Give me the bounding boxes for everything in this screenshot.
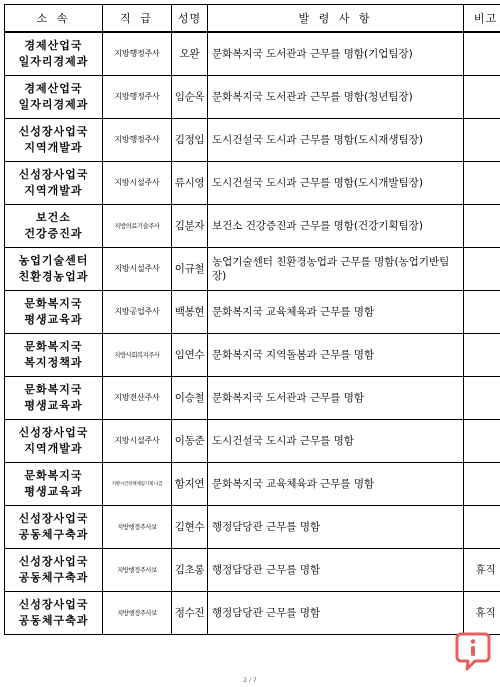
row-dept-bureau: 신성장사업국 xyxy=(18,425,89,439)
row-name: 정수진 xyxy=(172,591,208,634)
row-dept-bureau: 문화복지국 xyxy=(24,339,83,353)
row-grade: 지방사회복지주사 xyxy=(103,333,172,376)
row-note xyxy=(464,247,500,290)
row-dept-bureau: 문화복지국 xyxy=(24,468,83,482)
row-note xyxy=(464,204,500,247)
table-row xyxy=(5,333,500,376)
row-dept xyxy=(5,32,103,75)
table-row xyxy=(5,290,500,333)
row-dept-bureau: 문화복지국 xyxy=(24,382,83,396)
row-dept xyxy=(5,419,103,462)
info-speech-bubble-icon xyxy=(455,631,491,671)
row-grade: 지방전산주사 xyxy=(103,376,172,419)
row-note xyxy=(464,376,500,419)
row-dept xyxy=(5,591,103,634)
row-order: 문화복지국 도서관과 근무를 명함(청년팀장) xyxy=(208,75,464,118)
row-dept-bureau: 경제산업국 xyxy=(24,38,83,52)
row-grade: 지방공업주사 xyxy=(103,290,172,333)
row-note xyxy=(464,161,500,204)
row-name: 류시영 xyxy=(172,161,208,204)
row-name: 오완 xyxy=(172,32,208,75)
header-dept: 소 속 xyxy=(5,5,103,33)
row-dept-division: 건강증진과 xyxy=(24,226,83,240)
personnel-order-page xyxy=(4,4,496,635)
header-name: 성명 xyxy=(172,5,208,33)
header-note: 비고 xyxy=(464,5,500,33)
row-grade: 지방의료기술주사 xyxy=(103,204,172,247)
table-row xyxy=(5,419,500,462)
table-row xyxy=(5,161,500,204)
row-dept xyxy=(5,204,103,247)
row-dept-bureau: 신성장사업국 xyxy=(18,124,89,138)
row-dept xyxy=(5,462,103,505)
table-row xyxy=(5,376,500,419)
row-order: 문화복지국 교육체육과 근무를 명함 xyxy=(208,290,464,333)
row-dept-bureau: 신성장사업국 xyxy=(18,511,89,525)
row-dept-division: 공동체구축과 xyxy=(18,613,89,627)
row-dept-division: 일자리경제과 xyxy=(18,54,89,68)
row-order: 도시건설국 도시과 근무를 명함(도시재생팀장) xyxy=(208,118,464,161)
row-order: 행정담당관 근무를 명함 xyxy=(208,548,464,591)
row-order: 보건소 건강증진과 근무를 명함(건강기획팀장) xyxy=(208,204,464,247)
row-name: 임연수 xyxy=(172,333,208,376)
row-note xyxy=(464,290,500,333)
table-row xyxy=(5,591,500,634)
row-name: 이동준 xyxy=(172,419,208,462)
row-name: 함지연 xyxy=(172,462,208,505)
table-row xyxy=(5,118,500,161)
table-row xyxy=(5,548,500,591)
table-header xyxy=(5,5,500,33)
row-grade: 지방행정주사보 xyxy=(103,591,172,634)
row-note: 휴직 xyxy=(464,591,500,634)
row-order: 농업기술센터 친환경농업과 근무를 명함(농업기반팀장) xyxy=(208,247,464,290)
row-dept-division: 일자리경제과 xyxy=(18,97,89,111)
row-note xyxy=(464,32,500,75)
header-grade: 직 급 xyxy=(103,5,172,33)
row-grade: 지방시설주사 xyxy=(103,419,172,462)
row-note xyxy=(464,419,500,462)
row-dept-division: 지역개발과 xyxy=(24,441,83,455)
row-order: 도시건설국 도시과 근무를 명함 xyxy=(208,419,464,462)
row-name: 이승철 xyxy=(172,376,208,419)
row-grade: 지방행정주사보 xyxy=(103,505,172,548)
header-order: 발 령 사 항 xyxy=(208,5,464,33)
row-dept-division: 평생교육과 xyxy=(24,484,83,498)
table-row xyxy=(5,247,500,290)
row-dept-division: 친환경농업과 xyxy=(18,269,89,283)
row-dept xyxy=(5,75,103,118)
row-name: 백봉현 xyxy=(172,290,208,333)
row-note xyxy=(464,118,500,161)
row-dept-division: 평생교육과 xyxy=(24,312,83,326)
table-row xyxy=(5,505,500,548)
page-number: 2 / 7 xyxy=(243,677,257,684)
row-note: 휴직 xyxy=(464,548,500,591)
row-grade: 지방시설주사 xyxy=(103,247,172,290)
row-name: 김정임 xyxy=(172,118,208,161)
row-dept xyxy=(5,290,103,333)
row-dept xyxy=(5,118,103,161)
row-order: 문화복지국 도서관과 근무를 명함(기업팀장) xyxy=(208,32,464,75)
row-order: 행정담당관 근무를 명함 xyxy=(208,505,464,548)
personnel-table xyxy=(4,4,500,635)
table-body xyxy=(5,32,500,634)
row-dept-bureau: 신성장사업국 xyxy=(18,597,89,611)
row-dept xyxy=(5,247,103,290)
row-order: 행정담당관 근무를 명함 xyxy=(208,591,464,634)
row-dept-division: 공동체구축과 xyxy=(18,527,89,541)
table-row xyxy=(5,32,500,75)
row-dept-division: 공동체구축과 xyxy=(18,570,89,584)
row-order: 문화복지국 지역돌봄과 근무를 명함 xyxy=(208,333,464,376)
header-row xyxy=(5,5,500,33)
row-dept-division: 복지정책과 xyxy=(24,355,83,369)
table-row xyxy=(5,462,500,505)
row-order: 문화복지국 교육체육과 근무를 명함 xyxy=(208,462,464,505)
row-dept xyxy=(5,161,103,204)
row-note xyxy=(464,462,500,505)
row-name: 김분자 xyxy=(172,204,208,247)
row-grade: 지방행정주사보 xyxy=(103,548,172,591)
row-order: 문화복지국 도서관과 근무를 명함 xyxy=(208,376,464,419)
row-name: 이규철 xyxy=(172,247,208,290)
row-grade: 지방시간선택제임기제 나급 xyxy=(103,462,172,505)
row-dept xyxy=(5,376,103,419)
row-dept-bureau: 농업기술센터 xyxy=(18,253,89,267)
row-note xyxy=(464,333,500,376)
row-dept-bureau: 보건소 xyxy=(36,210,71,224)
row-name: 김현수 xyxy=(172,505,208,548)
row-order: 도시건설국 도시과 근무를 명함(도시개발팀장) xyxy=(208,161,464,204)
row-dept-bureau: 문화복지국 xyxy=(24,296,83,310)
row-name: 김초롱 xyxy=(172,548,208,591)
row-dept xyxy=(5,505,103,548)
row-dept xyxy=(5,548,103,591)
row-dept-division: 평생교육과 xyxy=(24,398,83,412)
row-grade: 지방행정주사 xyxy=(103,118,172,161)
row-dept-bureau: 신성장사업국 xyxy=(18,554,89,568)
row-name: 임순옥 xyxy=(172,75,208,118)
row-dept-bureau: 경제산업국 xyxy=(24,81,83,95)
row-note xyxy=(464,75,500,118)
row-dept-bureau: 신성장사업국 xyxy=(18,167,89,181)
row-note xyxy=(464,505,500,548)
row-grade: 지방행정주사 xyxy=(103,75,172,118)
row-dept-division: 지역개발과 xyxy=(24,183,83,197)
row-dept xyxy=(5,333,103,376)
table-row xyxy=(5,75,500,118)
table-row xyxy=(5,204,500,247)
row-dept-division: 지역개발과 xyxy=(24,140,83,154)
row-grade: 지방행정주사 xyxy=(103,32,172,75)
row-grade: 지방시설주사 xyxy=(103,161,172,204)
